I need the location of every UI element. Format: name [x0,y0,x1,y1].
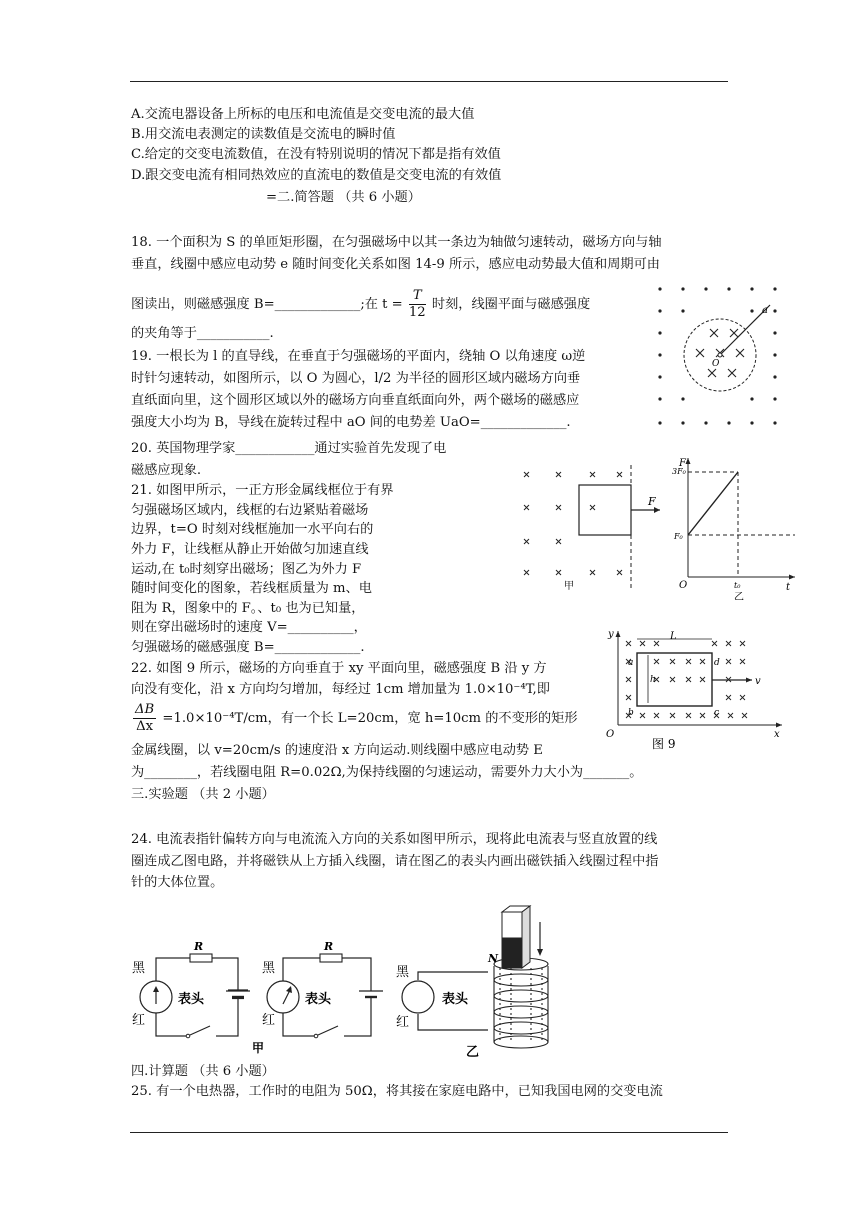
q22-line5: 为________，若线圈电阻 R=0.02Ω,为保持线圈的匀速运动，需要外力大小为_______。 [131,765,643,780]
section-4-heading: 四.计算题 （共 6 小题） [131,1064,275,1079]
q24-c1-r: R [194,940,204,953]
q24-c3-black: 黑 [396,965,410,980]
choice-a: A.交流电器设备上所标的电压和电流值是交变电流的最大值 [131,107,475,122]
q22-frac-den: Δx [136,719,154,734]
q20-line2: 磁感应现象. [131,463,202,478]
q22-fig-caption: 图 9 [652,737,676,751]
q21-yi-f-axis: F [679,458,686,469]
q22-fig-y: y [608,629,614,640]
q19-line2: 时针匀速转动，如图所示，以 O 为圆心，l/2 为半径的圆形区域内磁场方向垂 [131,371,581,386]
q21-yi-caption: 乙 [734,592,744,600]
q22-fig-a: a [628,658,634,668]
top-rule [130,81,728,82]
section-2-heading: =二.简答题 （共 6 小题） [266,190,421,205]
q19-line3: 直纸面向里，这个圆形区域以外的磁场方向垂直纸面向外，两个磁场的磁感应 [131,393,580,408]
q25-line1: 25. 有一个电热器，工作时的电阻为 50Ω，将其接在家庭电路中，已知我国电网的交变电流 [131,1084,663,1099]
q18-line2: 垂直，线圈中感应电动势 e 随时间变化关系如图 14-9 所示，感应电动势最大值和周期可由 [131,257,660,272]
q18-line4: 的夹角等于___________. [131,326,274,341]
q21-yi-origin: O [679,580,688,591]
q24-c2-black: 黑 [262,961,276,976]
q22-fig-l: L [670,631,677,642]
q22-line3-text: =1.0×10⁻⁴T/cm，有一个长 L=20cm，宽 h=10cm 的不变形的矩形 [162,711,578,726]
q22-fig-x: x [774,729,780,740]
q18-line3-start: 图读出，则磁感强度 B=_____________;在 t = [131,297,403,312]
q21-line9: 匀强磁场的磁感强度 B=_____________. [131,640,365,655]
q21-line5: 运动,在 t₀时刻穿出磁场；图乙为外力 F [131,562,362,577]
q19-line4: 强度大小均为 B，导线在旋转过程中 aO 间的电势差 UaO=_____________. [131,415,571,430]
q24-line1: 24. 电流表指针偏转方向与电流流入方向的关系如图甲所示，现将此电流表与竖直放置的线 [131,832,658,847]
bottom-rule [130,1132,728,1133]
q21-jia-caption: 甲 [564,581,574,590]
q24-line2: 圈连成乙图电路，并将磁铁从上方插入线圈，请在图乙的表头内画出磁铁插入线圈过程中指 [131,854,659,869]
q18-line1: 18. 一个面积为 S 的单匝矩形圈，在匀强磁场中以其一条边为轴做匀速转动，磁场方向与轴 [131,235,662,250]
q18-fraction [409,288,426,321]
q22-fig-c: c [714,708,720,718]
q21-yi-t-axis: t [786,582,791,593]
q24-c2-meter: 表头 [305,992,332,1007]
q24-caption-yi: 乙 [466,1045,480,1060]
q24-c1-meter: 表头 [178,992,205,1007]
q18-line3-end: 时刻，线圈平面与磁感强度 [431,297,591,312]
q21-line6: 随时间变化的图象，若线框质量为 m、电 [131,581,372,596]
q21-yi-t0: t₀ [734,581,741,590]
q19-line1: 19. 一根长为 l 的直导线，在垂直于匀强磁场的平面内，绕轴 O 以角速度 ω逆 [131,349,586,364]
q22-line1: 22. 如图 9 所示，磁场的方向垂直于 xy 平面向里，磁感强度 B 沿 y 方 [131,661,547,676]
q22-fig-d: d [714,658,720,668]
q18-frac-den: 12 [408,305,426,320]
q21-figure-jia [512,465,672,590]
q24-magnet [502,906,530,968]
q24-c1-red: 红 [132,1013,146,1028]
q24-c2-r: R [324,940,334,953]
choice-d: D.跟交变电流有相同热效应的直流电的数值是交变电流的有效值 [131,168,502,183]
q24-magnet-n: N [488,952,499,965]
q24-c3-red: 红 [396,1015,410,1030]
q21-line1: 21. 如图甲所示，一正方形金属线框位于有界 [131,483,394,498]
q22-fig-v: v [755,676,761,687]
q22-fig-origin: O [606,729,615,740]
q22-line2: 向没有变化，沿 x 方向均匀增加，每经过 1cm 增加量为 1.0×10⁻⁴T,即 [131,682,550,697]
q21-line7: 阻为 R，图象中的 F。、t₀ 也为已知量， [131,601,365,616]
q18-line3 [131,288,590,321]
q24-c3-meter: 表头 [442,992,469,1007]
q22-figure [600,625,790,755]
q21-line3: 边界，t=O 时刻对线框施加一水平向右的 [131,522,374,537]
q21-line4: 外力 F，让线框从静止开始做匀加速直线 [131,542,369,557]
choice-b: B.用交流电表测定的读数值是交流电的瞬时值 [131,127,396,142]
q21-figure-yi [670,452,800,600]
q20-line1: 20. 英国物理学家____________通过实验首先发现了电 [131,441,447,456]
q24-c2-red: 红 [262,1013,276,1028]
q21-yi-f0: F₀ [674,532,683,541]
q22-frac-num: ΔB [135,702,155,717]
q24-coil [494,958,548,1048]
q24-line3: 针的大体位置。 [131,875,224,890]
q22-fraction [133,702,156,735]
q19-fig-o: O [712,359,720,369]
q22-line3 [131,702,578,735]
section-3-heading: 三.实验题 （共 2 小题） [131,787,275,802]
q21-line8: 则在穿出磁场时的速度 V=__________， [131,620,367,635]
q18-frac-num: T [409,288,426,305]
q22-line4: 金属线圈，以 v=20cm/s 的速度沿 x 方向运动.则线圈中感应电动势 E [131,743,543,758]
q22-fig-b: b [628,708,634,718]
q21-yi-3f0: 3F₀ [672,467,686,476]
q24-caption-jia: 甲 [252,1041,265,1055]
q24-figure [128,900,588,1060]
q21-line2: 匀强磁场区域内，线框的右边紧贴着磁场 [131,503,369,518]
q21-jia-force-label: F [648,495,656,508]
q24-c1-black: 黑 [132,961,146,976]
q19-fig-a: a [762,305,768,316]
q22-fig-h: h [650,675,656,685]
q19-figure [652,283,792,433]
choice-c: C.给定的交变电流数值，在没有特别说明的情况下都是指有效值 [131,147,501,162]
